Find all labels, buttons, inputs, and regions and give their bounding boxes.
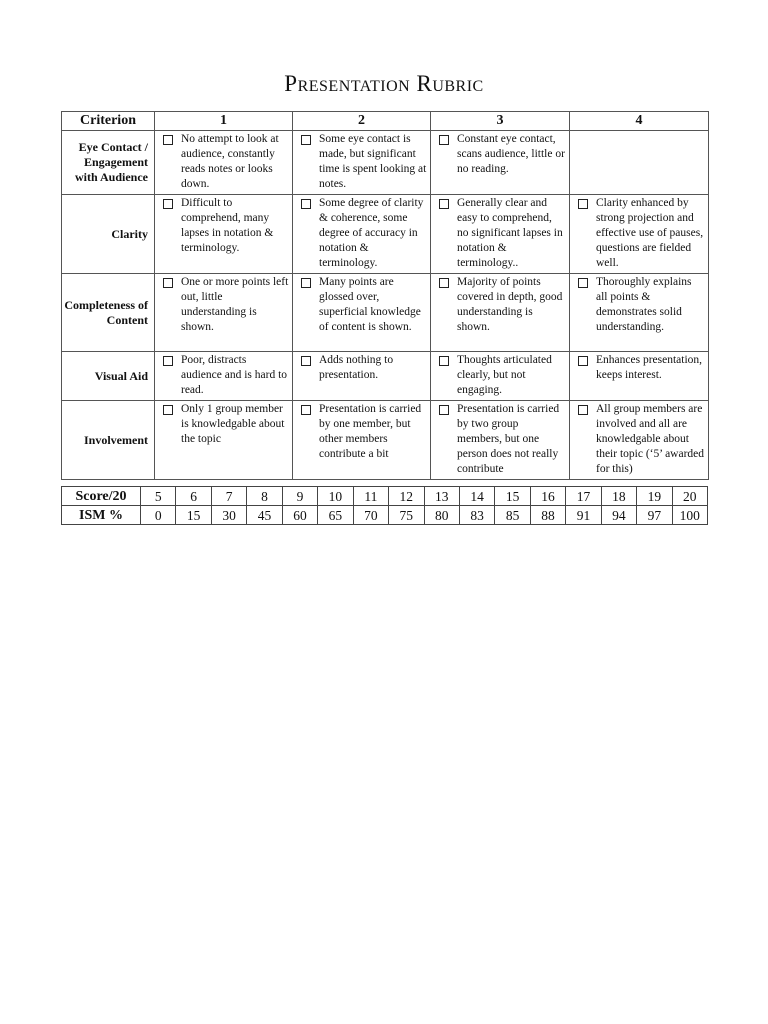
checkbox[interactable] xyxy=(301,405,311,415)
score-cell: 9 xyxy=(282,487,317,506)
ism-cell: 60 xyxy=(282,506,317,525)
checkbox[interactable] xyxy=(301,135,311,145)
score-cell: 15 xyxy=(495,487,530,506)
checkbox[interactable] xyxy=(578,405,588,415)
score-cell: 11 xyxy=(353,487,388,506)
score-row xyxy=(62,487,708,506)
score-cell: 19 xyxy=(637,487,672,506)
checkbox[interactable] xyxy=(578,356,588,366)
ism-cell: 65 xyxy=(318,506,353,525)
page-title: Presentation Rubric xyxy=(284,71,484,96)
rubric-cell: Clarity enhanced by strong projection and effective use of pauses, questions are fielded well. xyxy=(596,197,704,269)
checkbox[interactable] xyxy=(439,356,449,366)
rubric-cell: Only 1 group member is knowledgable about the topic xyxy=(181,403,285,445)
criterion-label: Involvement xyxy=(62,401,155,480)
header-level-4: 4 xyxy=(570,112,709,131)
table-row xyxy=(62,352,709,401)
header-level-1: 1 xyxy=(155,112,293,131)
ism-cell: 75 xyxy=(389,506,424,525)
rubric-cell: Thoughts articulated clearly, but not engaging. xyxy=(457,354,552,396)
score-cell: 14 xyxy=(459,487,494,506)
score-cell: 6 xyxy=(176,487,211,506)
ism-cell: 83 xyxy=(459,506,494,525)
score-cell: 13 xyxy=(424,487,459,506)
criterion-label: Eye Contact / Engagement with Audience xyxy=(62,131,155,195)
rubric-table xyxy=(61,111,709,480)
ism-cell: 80 xyxy=(424,506,459,525)
ism-cell: 88 xyxy=(530,506,565,525)
rubric-cell: Some eye contact is made, but significant time is spent looking at notes. xyxy=(319,133,427,190)
ism-cell: 91 xyxy=(566,506,601,525)
checkbox[interactable] xyxy=(578,199,588,209)
score-cell: 5 xyxy=(141,487,176,506)
score-cell: 17 xyxy=(566,487,601,506)
ism-cell: 70 xyxy=(353,506,388,525)
rubric-cell: Difficult to comprehend, many lapses in notation & terminology. xyxy=(181,197,274,254)
ism-cell: 94 xyxy=(601,506,636,525)
rubric-cell: All group members are involved and all are knowledgable about their topic (‘5’ awarded for this) xyxy=(596,403,705,475)
score-label: Score/20 xyxy=(62,487,141,506)
rubric-cell: Enhances presentation, keeps interest. xyxy=(596,354,703,381)
checkbox[interactable] xyxy=(301,199,311,209)
rubric-cell: Presentation is carried by two group members, but one person does not really contribute xyxy=(457,403,560,475)
checkbox[interactable] xyxy=(163,278,173,288)
rubric-cell: Thoroughly explains all points & demonstrates solid understanding. xyxy=(596,276,692,333)
checkbox[interactable] xyxy=(439,135,449,145)
score-cell: 12 xyxy=(389,487,424,506)
score-cell: 16 xyxy=(530,487,565,506)
ism-cell: 15 xyxy=(176,506,211,525)
checkbox[interactable] xyxy=(578,278,588,288)
rubric-cell-empty xyxy=(570,131,709,195)
rubric-cell: Many points are glossed over, superficial knowledge of content is shown. xyxy=(319,276,421,333)
ism-cell: 85 xyxy=(495,506,530,525)
criterion-label: Clarity xyxy=(62,195,155,274)
checkbox[interactable] xyxy=(163,135,173,145)
checkbox[interactable] xyxy=(439,278,449,288)
score-cell: 10 xyxy=(318,487,353,506)
checkbox[interactable] xyxy=(301,278,311,288)
rubric-cell: Adds nothing to presentation. xyxy=(319,354,394,381)
header-level-2: 2 xyxy=(293,112,431,131)
rubric-cell: Majority of points covered in depth, good understanding is shown. xyxy=(457,276,563,333)
score-cell: 7 xyxy=(211,487,246,506)
score-cell: 20 xyxy=(672,487,707,506)
ism-cell: 45 xyxy=(247,506,282,525)
checkbox[interactable] xyxy=(439,199,449,209)
ism-row xyxy=(62,506,708,525)
ism-cell: 100 xyxy=(672,506,707,525)
checkbox[interactable] xyxy=(163,356,173,366)
ism-cell: 0 xyxy=(141,506,176,525)
rubric-cell: Generally clear and easy to comprehend, no significant lapses in notation & terminology.. xyxy=(457,197,563,269)
score-cell: 8 xyxy=(247,487,282,506)
ism-cell: 97 xyxy=(637,506,672,525)
rubric-header-row xyxy=(62,112,709,131)
table-row xyxy=(62,401,709,480)
header-level-3: 3 xyxy=(431,112,570,131)
criterion-label: Completeness of Content xyxy=(62,274,155,352)
score-conversion-table xyxy=(61,486,708,525)
checkbox[interactable] xyxy=(439,405,449,415)
rubric-cell: No attempt to look at audience, constantly reads notes or looks down. xyxy=(181,133,279,190)
criterion-label: Visual Aid xyxy=(62,352,155,401)
rubric-cell: Presentation is carried by one member, but other members contribute a bit xyxy=(319,403,422,460)
checkbox[interactable] xyxy=(301,356,311,366)
table-row xyxy=(62,131,709,195)
table-row xyxy=(62,195,709,274)
checkbox[interactable] xyxy=(163,199,173,209)
rubric-cell: One or more points left out, little understanding is shown. xyxy=(181,276,289,333)
rubric-cell: Some degree of clarity & coherence, some degree of accuracy in notation & terminology. xyxy=(319,197,424,269)
checkbox[interactable] xyxy=(163,405,173,415)
rubric-cell: Constant eye contact, scans audience, little or no reading. xyxy=(457,133,565,175)
table-row xyxy=(62,274,709,352)
rubric-cell: Poor, distracts audience and is hard to read. xyxy=(181,354,288,396)
score-cell: 18 xyxy=(601,487,636,506)
ism-cell: 30 xyxy=(211,506,246,525)
header-criterion: Criterion xyxy=(62,112,155,131)
ism-label: ISM % xyxy=(62,506,141,525)
